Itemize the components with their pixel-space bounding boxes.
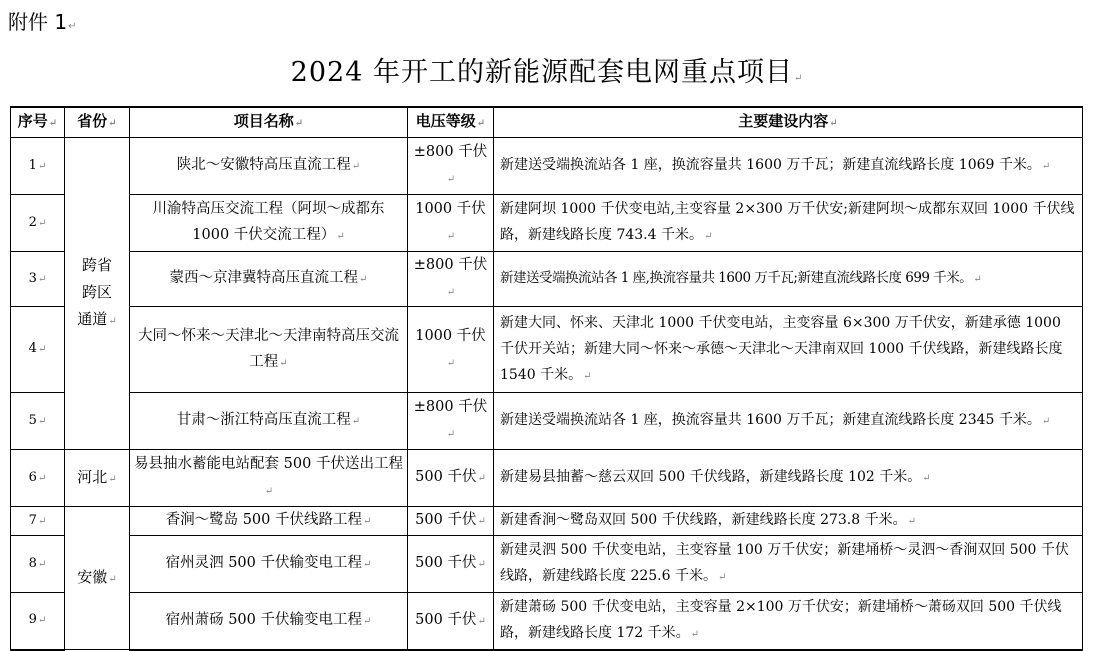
province-cell: 河北↵ (65, 450, 130, 507)
province-line: 通道↵ (77, 310, 117, 328)
page-title: 2024 年开工的新能源配套电网重点项目↵ (290, 57, 804, 88)
table-row (11, 450, 1083, 507)
table-row (11, 536, 1083, 593)
voltage-level: 1000 千伏↵ (408, 307, 494, 393)
voltage-level: 500 千伏↵ (408, 450, 494, 507)
voltage-level: 1000 千伏↵ (408, 195, 494, 252)
voltage-level: ±800 千伏↵ (408, 393, 494, 450)
construction-content: 新建送受端换流站各 1 座，换流容量共 1600 万千瓦；新建直流线路长度 1069 千米。↵ (494, 138, 1083, 195)
row-index: 3↵ (11, 252, 65, 307)
table-row (11, 507, 1083, 536)
row-index: 6↵ (11, 450, 65, 507)
project-name: 川渝特高压交流工程（阿坝～成都东 1000 千伏交流工程）↵ (130, 195, 408, 252)
construction-content: 新建送受端换流站各 1 座，换流容量共 1600 万千瓦；新建直流线路长度 2345 千米。↵ (494, 393, 1083, 450)
table-row (11, 252, 1083, 307)
province-line: 跨区 (81, 283, 112, 301)
row-index: 8↵ (11, 536, 65, 593)
header-project: 项目名称↵ (130, 107, 408, 138)
construction-content: 新建灵泗 500 千伏变电站，主变容量 100 万千伏安；新建埇桥～灵泗～香涧双回 500 千伏线路，新建线路长度 225.6 千米。↵ (494, 536, 1083, 593)
voltage-level: 500 千伏↵ (408, 507, 494, 536)
header-province: 省份↵ (65, 107, 130, 138)
voltage-level: ±800 千伏↵ (408, 252, 494, 307)
voltage-level: ±800 千伏↵ (408, 138, 494, 195)
project-name: 甘肃～浙江特高压直流工程↵ (130, 393, 408, 450)
project-name: 宿州萧砀 500 千伏输变电工程↵ (130, 593, 408, 650)
voltage-level: 500 千伏↵ (408, 536, 494, 593)
construction-content: 新建萧砀 500 千伏变电站，主变容量 2×100 万千伏安；新建埇桥～萧砀双回 500 千伏线路，新建线路长度 172 千米。↵ (494, 593, 1083, 650)
row-index: 4↵ (11, 307, 65, 393)
project-name: 易县抽水蓄能电站配套 500 千伏送出工程↵ (130, 450, 408, 507)
construction-content: 新建易县抽蓄～慈云双回 500 千伏线路，新建线路长度 102 千米。↵ (494, 450, 1083, 507)
attachment-label: 附件 1↵ (8, 10, 77, 34)
table-row (11, 393, 1083, 450)
construction-content: 新建香涧～鹭岛双回 500 千伏线路，新建线路长度 273.8 千米。↵ (494, 507, 1083, 536)
table-header-row (11, 107, 1083, 138)
table-row (11, 307, 1083, 393)
row-index: 1↵ (11, 138, 65, 195)
table-row (11, 593, 1083, 650)
table-row (11, 138, 1083, 195)
voltage-level: 500 千伏↵ (408, 593, 494, 650)
project-name: 陕北～安徽特高压直流工程↵ (130, 138, 408, 195)
projects-table (10, 106, 1083, 651)
project-name: 宿州灵泗 500 千伏输变电工程↵ (130, 536, 408, 593)
row-index: 5↵ (11, 393, 65, 450)
row-index: 7↵ (11, 507, 65, 536)
project-name: 大同～怀来～天津北～天津南特高压交流工程↵ (130, 307, 408, 393)
construction-content: 新建送受端换流站各 1 座,换流容量共 1600 万千瓦;新建直流线路长度 699 千米。↵ (494, 252, 1083, 307)
project-name: 蒙西～京津冀特高压直流工程↵ (130, 252, 408, 307)
project-name: 香涧～鹭岛 500 千伏线路工程↵ (130, 507, 408, 536)
province-cell: 安徽↵ (65, 507, 130, 650)
construction-content: 新建阿坝 1000 千伏变电站,主变容量 2×300 万千伏安;新建阿坝～成都东双回 1000 千伏线路，新建线路长度 743.4 千米。↵ (494, 195, 1083, 252)
province-line: 跨省 (81, 256, 112, 274)
province-cell (65, 138, 130, 450)
header-index: 序号↵ (11, 107, 65, 138)
header-content: 主要建设内容↵ (494, 107, 1083, 138)
header-voltage: 电压等级↵ (408, 107, 494, 138)
construction-content: 新建大同、怀来、天津北 1000 千伏变电站，主变容量 6×300 万千伏安，新建承德 1000 千伏开关站；新建大同～怀来～承德～天津北～天津南双回 1000 千伏线路，新建线路长度 1540 千米。↵ (494, 307, 1083, 393)
table-row (11, 195, 1083, 252)
row-index: 2↵ (11, 195, 65, 252)
row-index: 9↵ (11, 593, 65, 650)
